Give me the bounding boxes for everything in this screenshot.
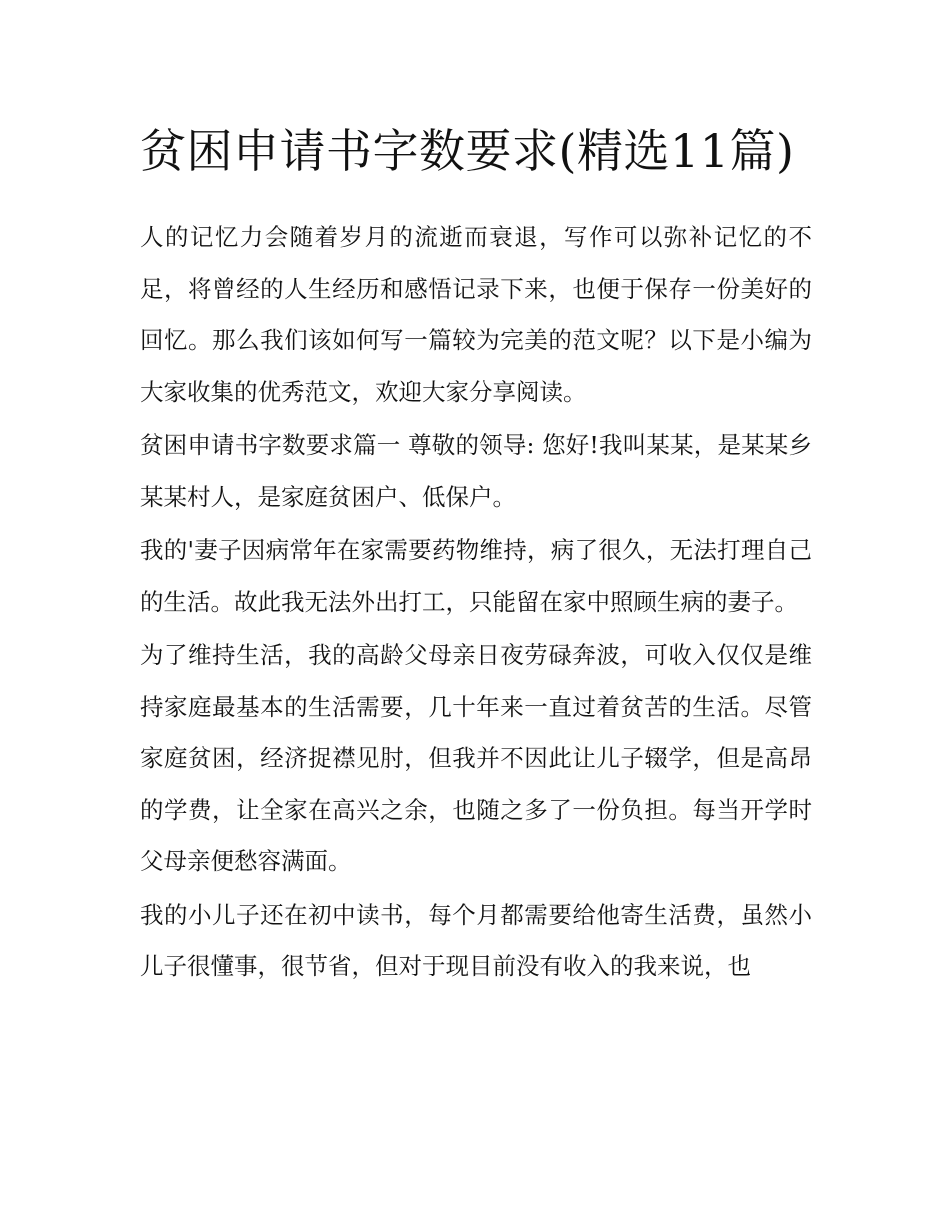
paragraph-wife: 我的'妻子因病常年在家需要药物维持，病了很久，无法打理自己的生活。故此我无法外出打工，只能留在家中照顾生病的妻子。 xyxy=(140,536,812,616)
paragraph-intro: 人的记忆力会随着岁月的流逝而衰退，写作可以弥补记忆的不足，将曾经的人生经历和感悟记录下来，也便于保存一份美好的回忆。那么我们该如何写一篇较为完美的范文呢？以下是小编为大家收集的优秀范文，欢迎大家分享阅读。 xyxy=(140,223,812,406)
document-page xyxy=(140,112,812,995)
document-title: 贫困申请书字数要求(精选11篇) xyxy=(140,124,795,178)
paragraph-greeting: 贫困申请书字数要求篇一 尊敬的领导: 您好!我叫某某，是某某乡某某村人，是家庭贫困户、低保户。 xyxy=(140,431,812,511)
paragraph-son: 我的小儿子还在初中读书，每个月都需要给他寄生活费，虽然小儿子很懂事，很节省，但对于现目前没有收入的我来说，也 xyxy=(140,900,812,980)
paragraph-parents: 为了维持生活，我的高龄父母亲日夜劳碌奔波，可收入仅仅是维持家庭最基本的生活需要，几十年来一直过着贫苦的生活。尽管家庭贫困，经济捉襟见肘，但我并不因此让儿子辍学，但是高昂的学费，让全家在高兴之余，也随之多了一份负担。每当开学时父母亲便愁容满面。 xyxy=(140,641,812,875)
